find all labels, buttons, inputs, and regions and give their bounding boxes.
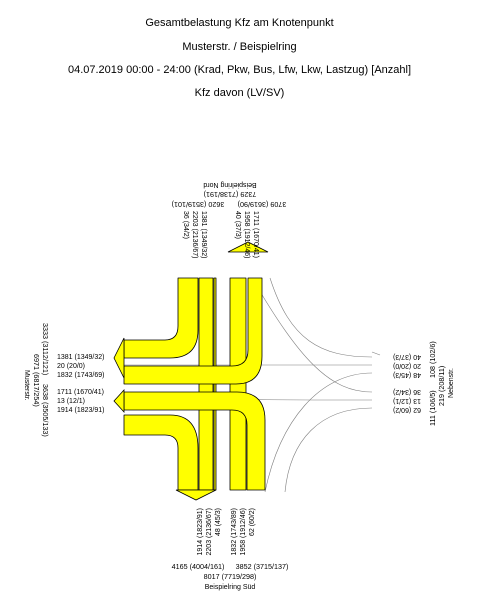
east-sum-b: 108 (102/6) bbox=[428, 341, 437, 378]
south-sum-out: 3852 (3715/137) bbox=[235, 562, 289, 571]
south-total: 8017 (7719/298) bbox=[203, 572, 257, 581]
stream-bands bbox=[124, 278, 265, 490]
stream-west-south bbox=[124, 415, 198, 490]
period-label: 04.07.2019 00:00 - 24:00 (Krad, Pkw, Bus, Lfw, Lkw, Lastzug) [Anzahl] bbox=[67, 64, 412, 76]
arrow-south-outbound-icon bbox=[176, 490, 216, 500]
west-stream-label: 1711 (1670/41) bbox=[57, 389, 104, 396]
diagram-title: Gesamtbelastung Kfz am Knotenpunkt bbox=[145, 17, 334, 29]
stream-line bbox=[265, 373, 372, 492]
stream-north-west bbox=[124, 278, 198, 358]
south-stream-label: 1958 (1912/46) bbox=[240, 508, 247, 556]
south-stream-label: 1914 (1823/91) bbox=[197, 508, 204, 556]
stream-line bbox=[270, 278, 372, 357]
north-stream-label: 1711 (1670/41) bbox=[252, 211, 259, 258]
west-total: 6971 (6817/254) bbox=[32, 354, 41, 407]
east-stream-label: 13 (12/1) bbox=[392, 397, 421, 404]
east-name: Nebenstr. bbox=[448, 368, 455, 398]
west-stream-label: 1381 (1349/32) bbox=[57, 354, 105, 361]
east-stream-label: 62 (60/2) bbox=[392, 406, 421, 413]
east-stream-label: 36 (34/2) bbox=[392, 388, 421, 395]
south-arm-labels bbox=[172, 508, 289, 591]
south-stream-label: 48 (45/3) bbox=[215, 508, 222, 537]
south-sum-in: 4165 (4004/161) bbox=[171, 562, 225, 571]
north-stream-label: 2203 (2136/67) bbox=[191, 211, 198, 259]
east-stream-label: 20 (20/0) bbox=[392, 362, 421, 369]
north-sum-out: 3709 (3619/90) bbox=[237, 200, 287, 209]
west-name: Musterstr. bbox=[23, 370, 30, 401]
west-sum-in: 3638 (3505/133) bbox=[41, 384, 50, 437]
east-total: 219 (208/11) bbox=[437, 365, 446, 406]
south-name: Beispielring Süd bbox=[204, 584, 256, 591]
arrow-west-outbound-icon bbox=[114, 338, 124, 378]
north-stream-label: 40 (37/3) bbox=[234, 211, 241, 240]
south-stream-label: 2203 (2136/67) bbox=[206, 508, 213, 556]
subtitle-label: Kfz davon (LV/SV) bbox=[194, 87, 285, 99]
west-stream-label: 20 (20/0) bbox=[57, 363, 86, 370]
north-arm-labels bbox=[172, 181, 287, 258]
north-sum-in: 3620 (3519/101) bbox=[171, 200, 225, 209]
arrow-west-outbound2-icon bbox=[114, 390, 124, 412]
east-sum-a: 111 (106/5) bbox=[428, 390, 437, 426]
south-stream-label: 62 (60/2) bbox=[249, 508, 256, 537]
north-stream-label: 1381 (1349/32) bbox=[200, 211, 207, 259]
location-label: Musterstr. / Beispielring bbox=[182, 41, 297, 53]
north-stream-label: 36 (34/2) bbox=[182, 211, 189, 240]
west-stream-label: 13 (12/1) bbox=[57, 398, 86, 405]
west-stream-label: 1914 (1823/91) bbox=[57, 407, 105, 414]
north-stream-label: 1958 (1912/46) bbox=[243, 211, 250, 259]
west-sum-out: 3333 (3112/121) bbox=[41, 323, 50, 376]
stream-line bbox=[285, 408, 372, 492]
west-arm-labels bbox=[23, 323, 104, 437]
east-stream-label: 40 (37/3) bbox=[392, 353, 421, 360]
east-stream-label: 48 (45/3) bbox=[392, 371, 421, 378]
stream-line bbox=[372, 352, 380, 355]
north-name: Beispielring Nord bbox=[203, 181, 257, 188]
south-stream-label: 1832 (1743/89) bbox=[231, 508, 238, 556]
west-stream-label: 1832 (1743/69) bbox=[57, 372, 105, 379]
north-total: 7329 (7138/191) bbox=[203, 190, 257, 199]
east-arm-labels bbox=[393, 341, 455, 426]
